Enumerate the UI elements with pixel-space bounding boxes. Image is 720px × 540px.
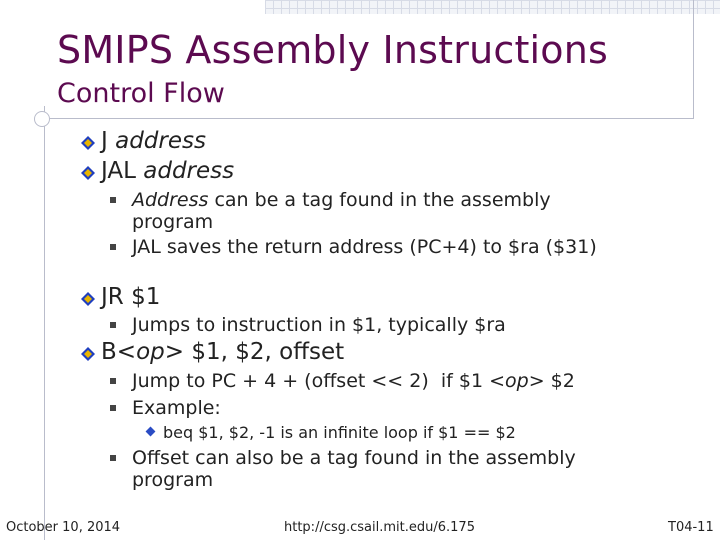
slide-title: SMIPS Assembly Instructions [57, 28, 609, 72]
diamond-bullet-icon [80, 346, 96, 362]
jr-sub1-text: Jumps to instruction in $1, typically $ra [132, 314, 506, 336]
decorative-rule-horizontal [40, 118, 694, 119]
square-bullet-icon [110, 378, 116, 384]
jal-sub1-rest: can be a tag found in the assembly program [132, 189, 551, 233]
decorative-rule-left [44, 106, 45, 540]
diamond-bullet-icon [80, 165, 96, 181]
square-bullet-icon [110, 197, 116, 203]
square-bullet-icon [110, 405, 116, 411]
bullet-jal-op: JAL [101, 158, 136, 184]
footer-url[interactable]: http://csg.csail.mit.edu/6.175 [284, 520, 475, 535]
square-bullet-icon [110, 455, 116, 461]
branch-pre: B< [101, 339, 137, 365]
square-bullet-icon [110, 322, 116, 328]
branch-post: > $1, $2, offset [164, 339, 345, 365]
decorative-circle [34, 111, 50, 127]
square-bullet-icon [110, 244, 116, 250]
branch-sub2-text: Example: [132, 397, 221, 419]
decorative-rule-vertical [693, 0, 694, 118]
bullet-j-arg: address [115, 128, 206, 154]
branch-op: op [136, 339, 165, 365]
bullet-jal-arg: address [143, 158, 235, 184]
footer-slide-number: T04-11 [668, 520, 714, 535]
jal-sub2-text: JAL saves the return address (PC+4) to $ra ($31) [132, 236, 597, 258]
branch-example-text: beq $1, $2, -1 is an infinite loop if $1 == $2 [163, 423, 516, 442]
slide-subtitle: Control Flow [57, 78, 225, 109]
branch-sub1-post: > $2 [528, 370, 575, 392]
diamond-bullet-icon [80, 135, 96, 151]
branch-sub1-op: op [505, 370, 529, 392]
branch-sub1-pre: Jump to PC + 4 + (offset << 2) if $1 < [132, 370, 505, 392]
footer-date: October 10, 2014 [6, 520, 121, 535]
small-diamond-bullet-icon [146, 427, 156, 437]
bullet-j-op: J [101, 128, 108, 154]
jal-sub1-em: Address [132, 189, 209, 211]
branch-sub3-text: Offset can also be a tag found in the assembly program [132, 447, 576, 491]
decorative-grid [265, 0, 720, 14]
diamond-bullet-icon [80, 291, 96, 307]
bullet-jr-text: JR $1 [101, 284, 161, 310]
